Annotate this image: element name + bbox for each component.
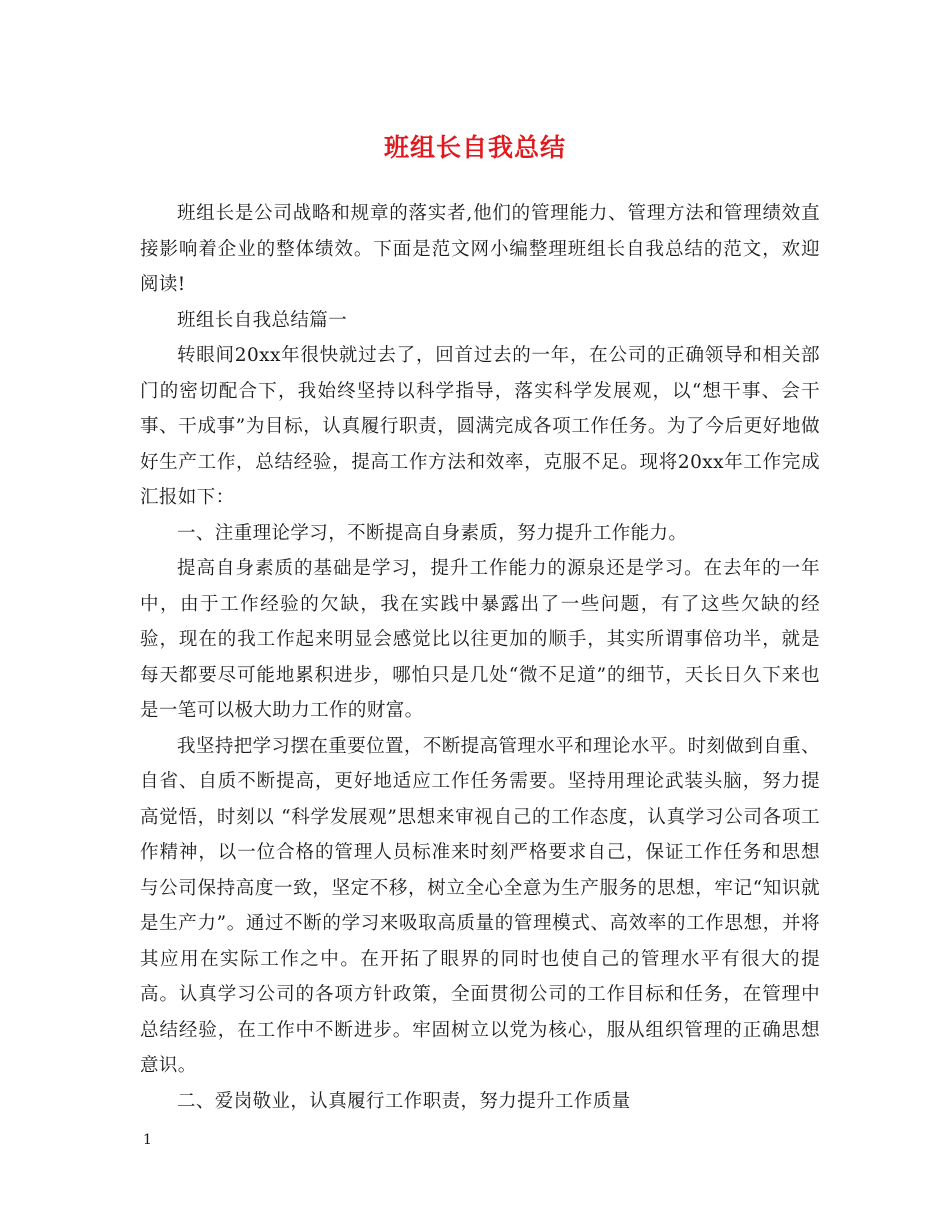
body-paragraph: 转眼间20xx年很快就过去了，回首过去的一年，在公司的正确领导和相关部门的密切配合下，我始终坚持以科学指导，落实科学发展观，以“想干事、会干事、干成事”为目标，认真履行职责，圆满完成各项工作任务。为了今后更好地做好生产工作，总结经验，提高工作方法和效率，克服不足。现将20xx年工作完成汇报如下： [140, 345, 820, 508]
page-number: 1 [143, 1132, 152, 1148]
body-paragraph: 我坚持把学习摆在重要位置，不断提高管理水平和理论水平。时刻做到自重、自省、自质不断提高，更好地适应工作任务需要。坚持用理论武装头脑，努力提高觉悟，时刻以 “科学发展观”思想来审视自己的工作态度，认真学习公司各项工作精神，以一位合格的管理人员标准来时刻严格要求自己，保证工作任务和思想与公司保持高度一致，坚定不移，树立全心全意为生产服务的思想，牢记“知识就是生产力”。通过不断的学习来吸取高质量的管理模式、高效率的工作思想，并将其应用在实际工作之中。在开拓了眼界的同时也使自己的管理水平有很大的提高。认真学习公司的各项方针政策，全面贯彻公司的工作目标和任务，在管理中总结经验，在工作中不断进步。牢固树立以党为核心，服从组织管理的正确思想意识。 [140, 735, 820, 1076]
document-title: 班组长自我总结 [383, 133, 566, 162]
document-body [140, 196, 820, 1119]
section-heading: 班组长自我总结篇一 [177, 309, 348, 331]
subsection-heading: 一、注重理论学习，不断提高自身素质，努力提升工作能力。 [177, 522, 688, 544]
body-paragraph: 提高自身素质的基础是学习，提升工作能力的源泉还是学习。在去年的一年中，由于工作经验的欠缺，我在实践中暴露出了一些问题，有了这些欠缺的经验，现在的我工作起来明显会感觉比以往更加的顺手，其实所谓事倍功半，就是每天都要尽可能地累积进步，哪怕只是几处“微不足道”的细节，天长日久下来也是一笔可以极大助力工作的财富。 [140, 558, 820, 721]
intro-paragraph: 班组长是公司战略和规章的落实者,他们的管理能力、管理方法和管理绩效直接影响着企业的整体绩效。下面是范文网小编整理班组长自我总结的范文，欢迎阅读! [140, 203, 820, 295]
subsection-heading: 二、爱岗敬业，认真履行工作职责，努力提升工作质量 [177, 1090, 631, 1112]
